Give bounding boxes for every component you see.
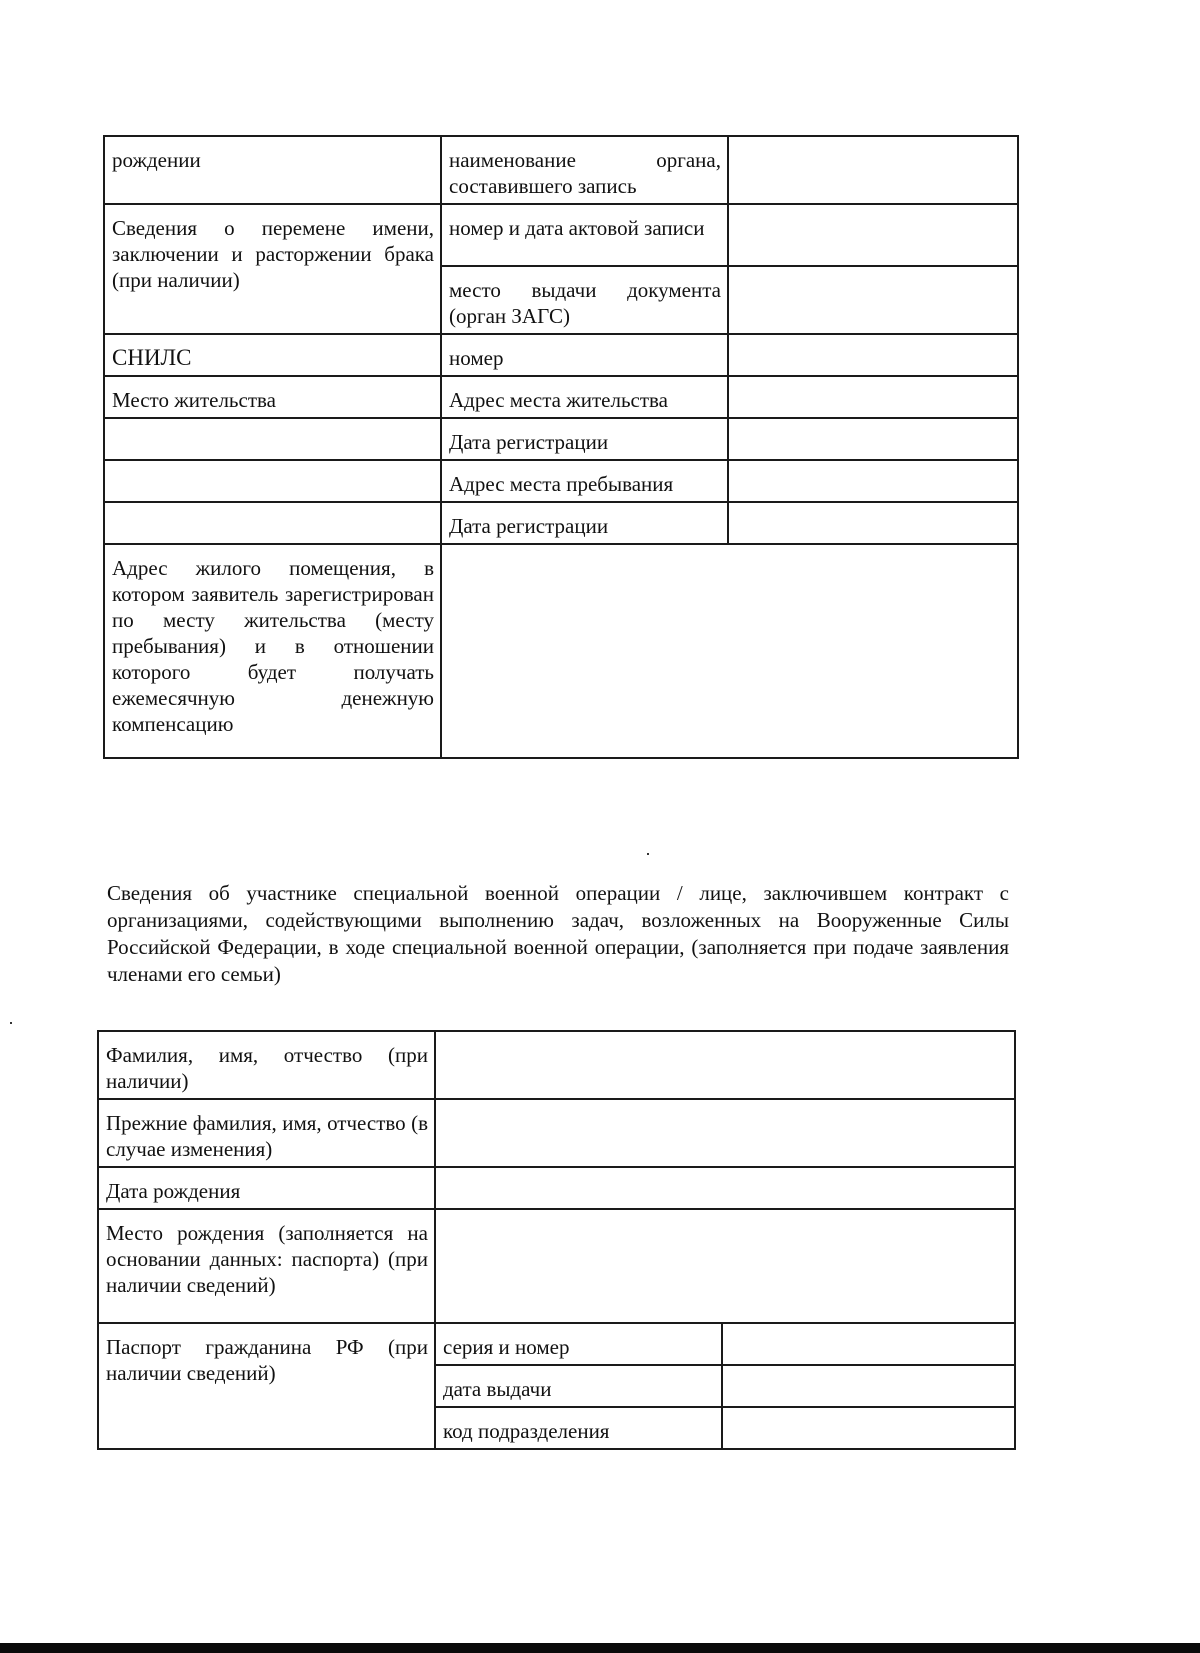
table-row	[104, 376, 1018, 418]
field-label: Дата регистрации	[441, 418, 728, 460]
field-value[interactable]	[441, 544, 1018, 758]
field-value[interactable]	[722, 1365, 1015, 1407]
field-value[interactable]	[728, 418, 1018, 460]
field-label: Дата регистрации	[441, 502, 728, 544]
field-label: Адрес места пребывания	[441, 460, 728, 502]
field-label: код подразделения	[435, 1407, 722, 1449]
table-row	[98, 1209, 1015, 1323]
field-value[interactable]	[435, 1031, 1015, 1099]
field-value[interactable]	[728, 502, 1018, 544]
row-label: рождении	[104, 136, 441, 204]
field-value[interactable]	[728, 460, 1018, 502]
field-label: серия и номер	[435, 1323, 722, 1365]
field-label: наименование органа, составившего запись	[441, 136, 728, 204]
table-row	[104, 204, 1018, 266]
field-value[interactable]	[722, 1407, 1015, 1449]
field-label: дата выдачи	[435, 1365, 722, 1407]
field-label: место выдачи документа (орган ЗАГС)	[441, 266, 728, 334]
row-label: Фамилия, имя, отчество (при наличии)	[98, 1031, 435, 1099]
applicant-details-table	[103, 135, 1019, 759]
table-row	[104, 502, 1018, 544]
field-value[interactable]	[435, 1099, 1015, 1167]
table-row	[98, 1323, 1015, 1365]
field-value[interactable]	[435, 1167, 1015, 1209]
scan-speck	[647, 853, 649, 855]
row-label: СНИЛС	[104, 334, 441, 376]
row-label	[104, 418, 441, 460]
table-row	[104, 418, 1018, 460]
field-value[interactable]	[728, 376, 1018, 418]
row-label: Паспорт гражданина РФ (при наличии сведений)	[98, 1323, 435, 1449]
row-label	[104, 502, 441, 544]
scan-edge-bar	[0, 1643, 1200, 1653]
field-label: Адрес места жительства	[441, 376, 728, 418]
field-value[interactable]	[722, 1323, 1015, 1365]
row-label: Прежние фамилия, имя, отчество (в случае изменения)	[98, 1099, 435, 1167]
row-label	[104, 460, 441, 502]
section-heading: Сведения об участнике специальной военной операции / лице, заключившем контракт с организациями, содействующими выполнению задач, возложенных на Вооруженные Силы Российской Федерации, в ходе специальной военной операции, (заполняется при подаче заявления членами его семьи)	[107, 881, 1009, 986]
table-row	[104, 460, 1018, 502]
table-row	[104, 544, 1018, 758]
row-label: Адрес жилого помещения, в котором заявитель зарегистрирован по месту жительства (месту пребывания) и в отношении которого будет получать ежемесячную денежную компенсацию	[104, 544, 441, 758]
row-label: Сведения о перемене имени, заключении и расторжении брака (при наличии)	[104, 204, 441, 334]
table-row	[104, 136, 1018, 204]
field-label: номер	[441, 334, 728, 376]
scan-speck	[10, 1022, 12, 1024]
participant-details-table	[97, 1030, 1016, 1450]
table-row	[98, 1099, 1015, 1167]
row-label: Место жительства	[104, 376, 441, 418]
field-value[interactable]	[435, 1209, 1015, 1323]
field-value[interactable]	[728, 266, 1018, 334]
table-row	[104, 334, 1018, 376]
field-value[interactable]	[728, 204, 1018, 266]
field-value[interactable]	[728, 334, 1018, 376]
field-label: номер и дата актовой записи	[441, 204, 728, 266]
table-row	[98, 1167, 1015, 1209]
table-row	[98, 1031, 1015, 1099]
row-label: Дата рождения	[98, 1167, 435, 1209]
field-value[interactable]	[728, 136, 1018, 204]
row-label: Место рождения (заполняется на основании данных: паспорта) (при наличии сведений)	[98, 1209, 435, 1323]
